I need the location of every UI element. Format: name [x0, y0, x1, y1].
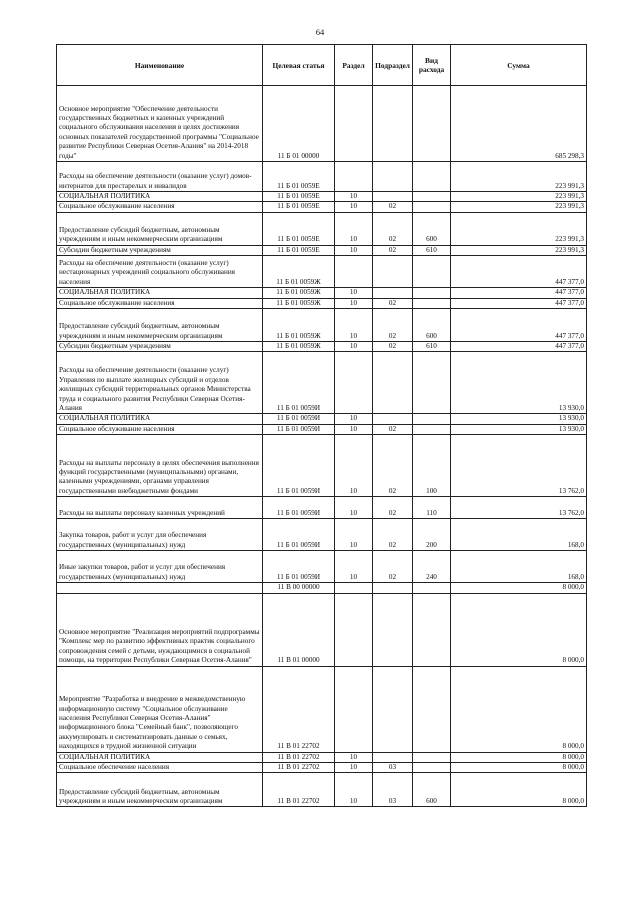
cell-code: 11 Б 01 0059И — [263, 424, 335, 434]
table-row — [57, 424, 587, 434]
cell-sum: 223 991,3 — [451, 202, 587, 212]
cell-subsection — [373, 256, 413, 288]
header-name: Наименование — [57, 45, 263, 86]
table-row — [57, 763, 587, 773]
table-row — [57, 497, 587, 519]
table-row — [57, 342, 587, 352]
cell-subsection: 02 — [373, 435, 413, 497]
cell-subsection: 02 — [373, 309, 413, 342]
cell-section: 10 — [335, 309, 373, 342]
cell-code: 11 Б 01 0059И — [263, 352, 335, 414]
cell-name: Иные закупки товаров, работ и услуг для обеспечения государственных (муниципальных) нужд — [57, 551, 263, 583]
cell-section — [335, 352, 373, 414]
cell-kind — [413, 256, 451, 288]
cell-name: Основное мероприятие "Обеспечение деятельности государственных бюджетных и казенных учреждений социального обслуживания населения в целях достижения основных показателей государственной программы "Социальное развитие Республики Северная Осетия-Алания" на 2014-2018 годы" — [57, 86, 263, 162]
cell-section: 10 — [335, 497, 373, 519]
table-row — [57, 551, 587, 583]
cell-name: Социальное обслуживание населения — [57, 298, 263, 308]
table-header-row — [57, 45, 587, 86]
cell-name: Социальное обслуживание населения — [57, 202, 263, 212]
cell-name — [57, 583, 263, 593]
cell-sum: 447 377,0 — [451, 309, 587, 342]
cell-subsection — [373, 192, 413, 202]
cell-sum: 447 377,0 — [451, 298, 587, 308]
cell-kind — [413, 593, 451, 666]
cell-code: 11 Б 01 0059Ж — [263, 342, 335, 352]
cell-code: 11 Б 01 0059Е — [263, 245, 335, 255]
cell-kind — [413, 752, 451, 762]
cell-name: Предоставление субсидий бюджетным, автономным учреждениям и иным некоммерческим организациям — [57, 212, 263, 245]
cell-code: 11 Б 01 0059И — [263, 414, 335, 424]
cell-sum: 685 298,3 — [451, 86, 587, 162]
cell-name: Расходы на выплаты персоналу казенных учреждений — [57, 497, 263, 519]
cell-sum: 8 000,0 — [451, 583, 587, 593]
cell-section: 10 — [335, 519, 373, 551]
cell-kind — [413, 162, 451, 192]
cell-subsection: 02 — [373, 212, 413, 245]
cell-name: Предоставление субсидий бюджетным, автономным учреждениям и иным некоммерческим организациям — [57, 309, 263, 342]
table-row — [57, 519, 587, 551]
cell-section: 10 — [335, 424, 373, 434]
cell-sum: 168,0 — [451, 551, 587, 583]
table-row — [57, 212, 587, 245]
cell-name: СОЦИАЛЬНАЯ ПОЛИТИКА — [57, 414, 263, 424]
cell-section — [335, 162, 373, 192]
cell-sum: 223 991,3 — [451, 245, 587, 255]
cell-subsection — [373, 352, 413, 414]
cell-subsection: 02 — [373, 245, 413, 255]
cell-subsection: 02 — [373, 202, 413, 212]
cell-subsection — [373, 593, 413, 666]
cell-name: Расходы на обеспечение деятельности (оказание услуг) домов-интернатов для престарелых и инвалидов — [57, 162, 263, 192]
cell-kind — [413, 288, 451, 298]
cell-sum: 8 000,0 — [451, 666, 587, 752]
cell-name: Основное мероприятие "Реализация мероприятий подпрограммы "Комплекс мер по развитию эффективных практик социального сопровождения семей с детьми, нуждающимися в социальной помощи, на территории Республики Северная Осетия-Алания" — [57, 593, 263, 666]
cell-kind: 600 — [413, 309, 451, 342]
budget-table — [56, 44, 587, 807]
cell-name: СОЦИАЛЬНАЯ ПОЛИТИКА — [57, 752, 263, 762]
cell-code: 11 В 01 22702 — [263, 763, 335, 773]
table-row — [57, 352, 587, 414]
cell-code: 11 Б 01 0059И — [263, 497, 335, 519]
cell-sum: 13 930,0 — [451, 424, 587, 434]
cell-subsection — [373, 666, 413, 752]
cell-code: 11 Б 01 0059И — [263, 519, 335, 551]
cell-kind — [413, 192, 451, 202]
table-row — [57, 752, 587, 762]
cell-section: 10 — [335, 435, 373, 497]
cell-subsection: 02 — [373, 342, 413, 352]
cell-kind — [413, 202, 451, 212]
header-code: Целевая статья — [263, 45, 335, 86]
cell-subsection: 03 — [373, 763, 413, 773]
page-number: 64 — [315, 27, 325, 37]
cell-code: 11 Б 01 0059Ж — [263, 298, 335, 308]
cell-name: Расходы на выплаты персоналу в целях обеспечения выполнения функций государственными (муниципальными) органами, казенными учреждениями, органами управления государственными внебюджетными фондами — [57, 435, 263, 497]
cell-code: 11 Б 01 0059Ж — [263, 256, 335, 288]
cell-name: СОЦИАЛЬНАЯ ПОЛИТИКА — [57, 288, 263, 298]
cell-subsection: 02 — [373, 497, 413, 519]
cell-sum: 8 000,0 — [451, 752, 587, 762]
table-row — [57, 593, 587, 666]
cell-subsection — [373, 583, 413, 593]
cell-name: Предоставление субсидий бюджетным, автономным учреждениям и иным некоммерческим организациям — [57, 773, 263, 807]
cell-subsection: 02 — [373, 424, 413, 434]
cell-code: 11 Б 01 0059Ж — [263, 288, 335, 298]
cell-sum: 223 991,3 — [451, 192, 587, 202]
cell-section: 10 — [335, 192, 373, 202]
cell-sum: 13 930,0 — [451, 414, 587, 424]
cell-section — [335, 666, 373, 752]
cell-subsection — [373, 162, 413, 192]
cell-subsection — [373, 752, 413, 762]
header-subsection: Подраздел — [373, 45, 413, 86]
cell-code: 11 В 01 00000 — [263, 593, 335, 666]
cell-code: 11 Б 01 0059И — [263, 435, 335, 497]
cell-kind: 110 — [413, 497, 451, 519]
cell-name: Расходы на обеспечение деятельности (оказание услуг) Управления по выплате жилищных субсидий и отделов жилищных субсидий территориальных органов Министерства труда и социального развития Республики Северная Осетия-Алания — [57, 352, 263, 414]
cell-name: Мероприятие "Разработка и внедрение в межведомственную информационную систему "Социальное обслуживание населения Республики Северная Осетия-Алания" информационного блока "Семейный банк", позволяющего аккумулировать и систематизировать данные о семьях, находящихся в трудной жизненной ситуации — [57, 666, 263, 752]
cell-subsection: 02 — [373, 519, 413, 551]
cell-sum: 8 000,0 — [451, 593, 587, 666]
cell-sum: 168,0 — [451, 519, 587, 551]
cell-sum: 13 762,0 — [451, 435, 587, 497]
cell-kind — [413, 666, 451, 752]
cell-name: Социальное обслуживание населения — [57, 424, 263, 434]
cell-sum: 8 000,0 — [451, 763, 587, 773]
cell-code: 11 Б 01 0059Е — [263, 212, 335, 245]
header-sum: Сумма — [451, 45, 587, 86]
cell-code: 11 В 01 22702 — [263, 752, 335, 762]
cell-section — [335, 593, 373, 666]
cell-kind: 610 — [413, 245, 451, 255]
cell-kind — [413, 763, 451, 773]
cell-subsection — [373, 288, 413, 298]
cell-section: 10 — [335, 414, 373, 424]
cell-section — [335, 583, 373, 593]
cell-code: 11 Б 01 0059Е — [263, 192, 335, 202]
cell-name: Субсидии бюджетным учреждениям — [57, 342, 263, 352]
table-row — [57, 298, 587, 308]
cell-kind: 100 — [413, 435, 451, 497]
header-kind: Вид расхода — [413, 45, 451, 86]
cell-sum: 223 991,3 — [451, 212, 587, 245]
cell-kind — [413, 298, 451, 308]
table-row — [57, 435, 587, 497]
table-row — [57, 86, 587, 162]
cell-section: 10 — [335, 342, 373, 352]
cell-subsection — [373, 86, 413, 162]
cell-kind: 600 — [413, 773, 451, 807]
cell-code: 11 В 01 22702 — [263, 773, 335, 807]
cell-code: 11 Б 01 00000 — [263, 86, 335, 162]
cell-subsection: 02 — [373, 298, 413, 308]
cell-sum: 223 991,3 — [451, 162, 587, 192]
cell-subsection — [373, 414, 413, 424]
cell-sum: 13 762,0 — [451, 497, 587, 519]
cell-code: 11 В 01 22702 — [263, 666, 335, 752]
cell-sum: 8 000,0 — [451, 773, 587, 807]
table-row — [57, 288, 587, 298]
cell-section: 10 — [335, 551, 373, 583]
cell-name: Субсидии бюджетным учреждениям — [57, 245, 263, 255]
table-row — [57, 256, 587, 288]
cell-code: 11 Б 01 0059Ж — [263, 309, 335, 342]
cell-section: 10 — [335, 288, 373, 298]
cell-section — [335, 256, 373, 288]
table-row — [57, 202, 587, 212]
cell-subsection: 02 — [373, 551, 413, 583]
cell-name: Закупка товаров, работ и услуг для обеспечения государственных (муниципальных) нужд — [57, 519, 263, 551]
cell-kind — [413, 424, 451, 434]
cell-section: 10 — [335, 752, 373, 762]
cell-kind: 200 — [413, 519, 451, 551]
table-row — [57, 583, 587, 593]
cell-sum: 13 930,0 — [451, 352, 587, 414]
cell-kind: 240 — [413, 551, 451, 583]
cell-kind — [413, 583, 451, 593]
table-row — [57, 162, 587, 192]
cell-sum: 447 377,0 — [451, 288, 587, 298]
cell-code: 11 В 00 00000 — [263, 583, 335, 593]
cell-section: 10 — [335, 763, 373, 773]
cell-section: 10 — [335, 245, 373, 255]
cell-code: 11 Б 01 0059И — [263, 551, 335, 583]
cell-sum: 447 377,0 — [451, 256, 587, 288]
cell-kind: 600 — [413, 212, 451, 245]
cell-name: СОЦИАЛЬНАЯ ПОЛИТИКА — [57, 192, 263, 202]
table-row — [57, 309, 587, 342]
table-row — [57, 773, 587, 807]
table-body — [57, 86, 587, 807]
cell-sum: 447 377,0 — [451, 342, 587, 352]
cell-code: 11 Б 01 0059Е — [263, 202, 335, 212]
header-section: Раздел — [335, 45, 373, 86]
cell-section — [335, 86, 373, 162]
cell-name: Социальное обеспечение населения — [57, 763, 263, 773]
cell-section: 10 — [335, 212, 373, 245]
table-row — [57, 245, 587, 255]
cell-subsection: 03 — [373, 773, 413, 807]
table-row — [57, 666, 587, 752]
cell-code: 11 Б 01 0059Е — [263, 162, 335, 192]
cell-name: Расходы на обеспечение деятельности (оказание услуг) нестационарных учреждений социального обслуживания населения — [57, 256, 263, 288]
table-row — [57, 414, 587, 424]
cell-kind — [413, 352, 451, 414]
cell-section: 10 — [335, 773, 373, 807]
cell-kind: 610 — [413, 342, 451, 352]
cell-section: 10 — [335, 202, 373, 212]
cell-kind — [413, 414, 451, 424]
cell-kind — [413, 86, 451, 162]
cell-section: 10 — [335, 298, 373, 308]
table-row — [57, 192, 587, 202]
